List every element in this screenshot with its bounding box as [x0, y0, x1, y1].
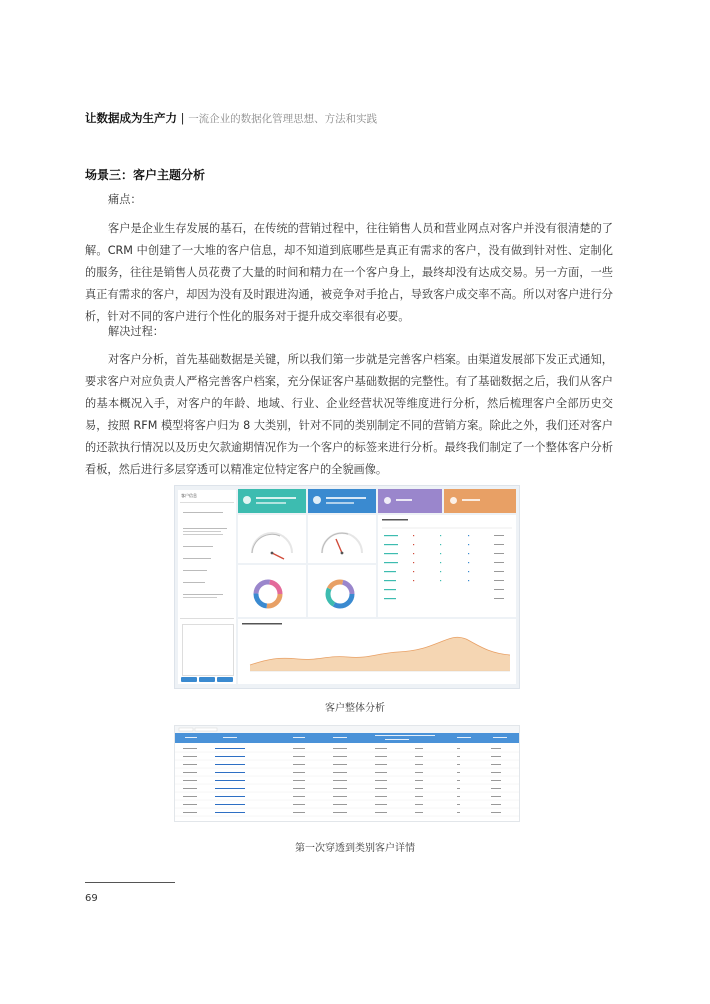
customer-detail-table-figure [174, 725, 520, 822]
customer-info-panel-title: 客户信息 [181, 493, 197, 498]
gauge-chart-2 [308, 515, 376, 563]
table-cell-mark [215, 788, 245, 789]
table-cell-mark [415, 764, 423, 765]
pain-paragraph: 客户是企业生存发展的基石，在传统的营销过程中，往往销售人员和营业网点对客户并没有很清楚的了解。CRM 中创建了一大堆的客户信息，却不知道到底哪些是真正有需求的客户，没有做到针对性、定制化的服务，往往是销售人员花费了大量的时间和精力在一个客户身上，最终却没有达成交易。另一方面，一些真正有需求的客户，却因为没有及时跟进沟通，被竞争对手抢占，导致客户成交率不高。所以对客户进行分析，针对不同的客户进行个性化的服务对于提升成交率很有必要。 [85, 222, 613, 323]
table-cell-mark [375, 780, 387, 781]
donut-panel-1 [238, 565, 306, 617]
table-cell-mark [491, 756, 501, 757]
table-cell-mark [415, 780, 423, 781]
table-cell-mark [415, 756, 423, 757]
table-cell-mark [375, 788, 387, 789]
table-cell-mark [183, 756, 197, 757]
solution-label: 解决过程： [108, 325, 164, 338]
table-cell-mark [215, 756, 245, 757]
table-cell-mark [183, 812, 197, 813]
table-cell-mark [415, 812, 423, 813]
gauge-chart-1 [238, 515, 306, 563]
donut-chart-2 [308, 565, 376, 617]
table-cell-mark [215, 796, 245, 797]
table-cell-mark [183, 804, 197, 805]
customer-info-panel [178, 490, 236, 684]
kpi-card-orange [444, 489, 516, 513]
table-cell-mark [293, 764, 305, 765]
table-cell-mark [491, 804, 501, 805]
table-cell-mark [457, 764, 460, 765]
table-cell-mark [491, 812, 501, 813]
table-cell-mark [293, 772, 305, 773]
table-cell-mark [293, 748, 305, 749]
table-cell-mark [375, 772, 387, 773]
table-cell-mark [491, 788, 501, 789]
table-cell-mark [183, 748, 197, 749]
table-cell-mark [375, 796, 387, 797]
gauge-panel-2 [308, 515, 376, 563]
panel-button-1[interactable] [181, 677, 197, 682]
table-cell-mark [333, 764, 347, 765]
table-cell-mark [491, 748, 501, 749]
table-cell-mark [491, 780, 501, 781]
table-cell-mark [457, 756, 460, 757]
table-cell-mark [457, 804, 460, 805]
table-cell-mark [215, 804, 245, 805]
table-cell-mark [375, 756, 387, 757]
page-number: 69 [85, 893, 98, 904]
header-subtitle: 一流企业的数据化管理思想、方法和实践 [188, 113, 378, 125]
table-cell-mark [333, 772, 347, 773]
table-cell-mark [375, 812, 387, 813]
table-cell-mark [293, 756, 305, 757]
table-cell-mark [415, 748, 423, 749]
table-cell-mark [215, 772, 245, 773]
table-cell-mark [415, 788, 423, 789]
header-title: 让数据成为生产力 [85, 111, 177, 125]
table-cell-mark [215, 780, 245, 781]
customer-dashboard-figure [174, 485, 520, 689]
table-cell-mark [415, 772, 423, 773]
figure1-caption: 客户整体分析 [325, 703, 385, 714]
table-cell-mark [183, 764, 197, 765]
table-cell-mark [415, 804, 423, 805]
table-cell-mark [375, 764, 387, 765]
table-cell-mark [491, 764, 501, 765]
table-cell-mark [293, 796, 305, 797]
table-cell-mark [491, 772, 501, 773]
table-cell-mark [293, 780, 305, 781]
table-cell-mark [491, 796, 501, 797]
table-cell-mark [333, 804, 347, 805]
rfm-table-graphic [378, 515, 516, 617]
table-cell-mark [457, 772, 460, 773]
table-cell-mark [333, 780, 347, 781]
kpi-card-teal [238, 489, 306, 513]
table-cell-mark [375, 804, 387, 805]
gauge-panel-1 [238, 515, 306, 563]
table-cell-mark [457, 812, 460, 813]
table-cell-mark [293, 812, 305, 813]
table-cell-mark [183, 796, 197, 797]
panel-button-2[interactable] [199, 677, 215, 682]
table-cell-mark [333, 796, 347, 797]
rfm-table-panel [378, 515, 516, 617]
table-cell-mark [457, 780, 460, 781]
solution-paragraph: 对客户分析，首先基础数据是关键，所以我们第一步就是完善客户档案。由渠道发展部下发正式通知，要求客户对应负责人严格完善客户档案，充分保证客户基础数据的完整性。有了基础数据之后，我们从客户的基本概况入手，对客户的年龄、地域、行业、企业经营状况等维度进行分析，然后梳理客户全部历史交易，按照 RFM 模型将客户归为 8 大类别，针对不同的类别制定不同的营销方案。除此之外，我们还对客户的还款执行情况以及历史欠款逾期情况作为一个客户的标签来进行分析。最终我们制定了一个整体客户分析看板，然后进行多层穿透可以精准定位特定客户的全貌画像。 [85, 353, 613, 476]
table-cell-mark [183, 780, 197, 781]
table-cell-mark [333, 748, 347, 749]
table-cell-mark [415, 796, 423, 797]
area-chart-panel [238, 619, 516, 684]
header-separator: | [180, 111, 185, 125]
area-chart [238, 619, 516, 684]
table-cell-mark [183, 772, 197, 773]
table-cell-mark [293, 788, 305, 789]
donut-panel-2 [308, 565, 376, 617]
section-title: 场景三：客户主题分析 [85, 168, 206, 182]
table-cell-mark [333, 756, 347, 757]
table-cell-mark [457, 796, 460, 797]
table-cell-mark [183, 788, 197, 789]
running-header [85, 110, 377, 126]
pain-label: 痛点： [108, 193, 142, 206]
table-cell-mark [215, 764, 245, 765]
table-cell-mark [375, 748, 387, 749]
footnote-rule [85, 882, 175, 883]
table-cell-mark [457, 788, 460, 789]
kpi-card-purple [378, 489, 442, 513]
kpi-card-blue [308, 489, 376, 513]
customer-detail-table [175, 726, 519, 821]
table-cell-mark [293, 804, 305, 805]
donut-chart-1 [238, 565, 306, 617]
table-cell-mark [457, 748, 460, 749]
table-cell-mark [333, 788, 347, 789]
table-cell-mark [215, 812, 245, 813]
panel-button-3[interactable] [217, 677, 233, 682]
figure2-caption: 第一次穿透到类别客户详情 [295, 843, 415, 854]
table-cell-mark [215, 748, 245, 749]
table-cell-mark [333, 812, 347, 813]
